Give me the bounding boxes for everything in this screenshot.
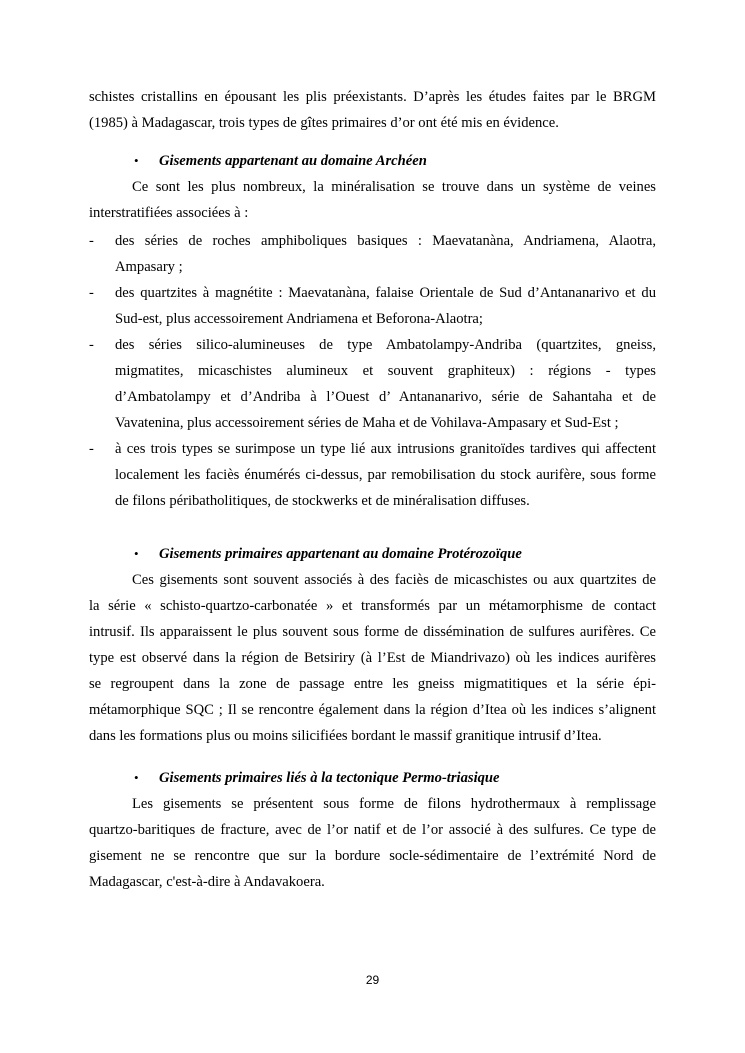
intro-line: schistes cristallins en épousant les plis préexistants. D’après les études faites par le BRGM [89, 89, 656, 105]
paragraph-line: métamorphique SQC ; Il se rencontre également dans la région d’Itea où les indices s’alignent [89, 702, 656, 718]
intro-line: (1985) à Madagascar, trois types de gîtes primaires d’or ont été mis en évidence. [89, 115, 559, 131]
paragraph-line: dans les formations plus ou moins silicifiées bordant le massif granitique intrusif d’Itea. [89, 728, 602, 744]
paragraph-line: interstratifiées associées à : [89, 205, 249, 221]
paragraph-line: gisement ne se rencontre que sur la bordure socle-sédimentaire de l’extrémité Nord de [89, 848, 656, 864]
paragraph-line: Les gisements se présentent sous forme de filons hydrothermaux à remplissage [132, 796, 656, 812]
paragraph-line: Ce sont les plus nombreux, la minéralisation se trouve dans un système de veines [132, 179, 656, 195]
section-heading-archeen: Gisements appartenant au domaine Archéen [159, 153, 427, 169]
list-item-line: migmatites, micaschistes alumineux et souvent graphiteux) : régions - types [115, 363, 656, 379]
paragraph-line: type est observé dans la région de Betsiriry (à l’Est de Miandrivazo) où les indices aurifères [89, 650, 656, 666]
dash-marker: - [89, 441, 94, 457]
list-item-line: Sud-est, plus accessoirement Andriamena et Beforona-Alaotra; [115, 311, 483, 327]
paragraph-line: intrusif. Ils apparaissent le plus souvent sous forme de dissémination de sulfures aurifères. Ce [89, 624, 656, 640]
list-item-line: localement les faciès énumérés ci-dessus, par remobilisation du stock aurifère, sous forme [115, 467, 656, 483]
paragraph-line: quartzo-baritiques de fracture, avec de l’or natif et de l’or associé à des sulfures. Ce type de [89, 822, 656, 838]
dash-marker: - [89, 233, 94, 249]
list-item-line: des séries silico-alumineuses de type Ambatolampy-Andriba (quartzites, gneiss, [115, 337, 656, 353]
bullet-icon: • [134, 770, 139, 785]
bullet-icon: • [134, 546, 139, 561]
bullet-icon: • [134, 153, 139, 168]
list-item-line: Vavatenina, plus accessoirement séries de Maha et de Vohilava-Ampasary et Sud-Est ; [115, 415, 619, 431]
section-heading-permo-triasique: Gisements primaires liés à la tectonique Permo-triasique [159, 770, 500, 786]
paragraph-line: la série « schisto-quartzo-carbonatée » et transformés par un métamorphisme de contact [89, 598, 656, 614]
list-item-line: à ces trois types se surimpose un type lié aux intrusions granitoïdes tardives qui affectent [115, 441, 656, 457]
list-item-line: Ampasary ; [115, 259, 183, 275]
dash-marker: - [89, 285, 94, 301]
list-item-line: des quartzites à magnétite : Maevatanàna, falaise Orientale de Sud d’Antananarivo et du [115, 285, 656, 301]
section-heading-proterozoique: Gisements primaires appartenant au domaine Protérozoïque [159, 546, 522, 562]
list-item-line: de filons péribatholitiques, de stockwerks et de minéralisation diffuses. [115, 493, 530, 509]
dash-marker: - [89, 337, 94, 353]
paragraph-line: Madagascar, c'est-à-dire à Andavakoera. [89, 874, 325, 890]
list-item-line: des séries de roches amphiboliques basiques : Maevatanàna, Andriamena, Alaotra, [115, 233, 656, 249]
list-item-line: d’Ambatolampy et d’Andriba à l’Ouest d’ Antananarivo, série de Sahantaha et de [115, 389, 656, 405]
paragraph-line: Ces gisements sont souvent associés à des faciès de micaschistes ou aux quartzites de [132, 572, 656, 588]
paragraph-line: se regroupent dans la zone de passage entre les gneiss migmatitiques et la série épi- [89, 676, 656, 692]
page-number: 29 [365, 973, 380, 987]
